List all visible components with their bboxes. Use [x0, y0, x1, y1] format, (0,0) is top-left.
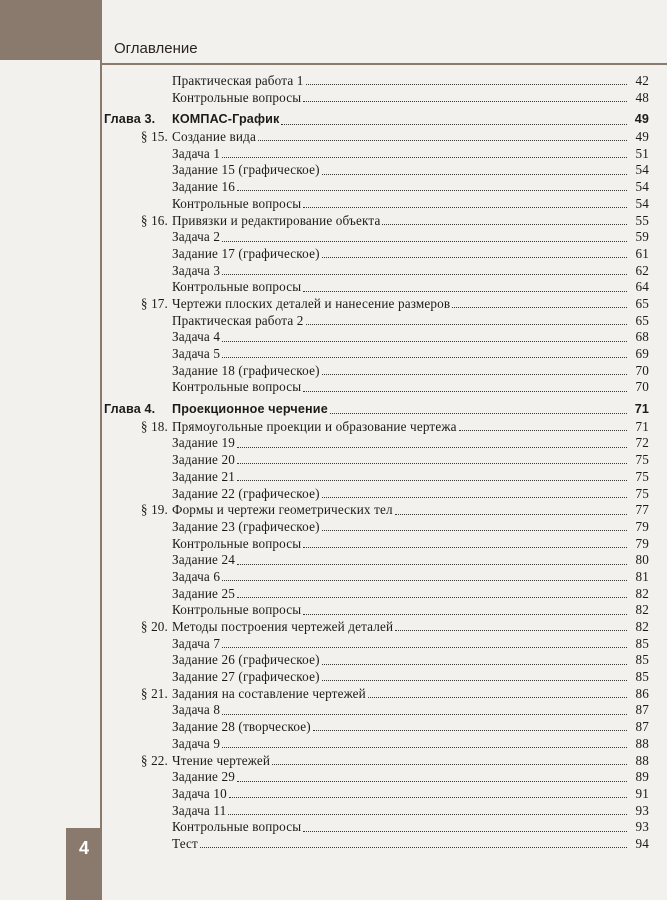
dot-leader [222, 232, 627, 242]
page-ref: 85 [635, 652, 649, 668]
toc-item[interactable] [104, 329, 649, 346]
toc-item[interactable] [104, 279, 649, 296]
toc-item[interactable] [104, 803, 649, 820]
dot-leader [322, 655, 627, 665]
page-title: Оглавление [114, 40, 198, 57]
toc-section[interactable] [104, 502, 649, 519]
chapter-title: КОМПАС-График [172, 112, 280, 127]
section-number: § 16. [140, 212, 168, 228]
toc-item[interactable] [104, 552, 649, 569]
toc-chapter[interactable] [104, 402, 649, 419]
page-ref: 71 [635, 418, 649, 434]
page-ref: 88 [635, 735, 649, 751]
item-title: Задание 29 [172, 769, 235, 785]
toc-item[interactable] [104, 435, 649, 452]
dot-leader [222, 332, 627, 342]
item-title: Задача 5 [172, 346, 221, 361]
page-ref: 72 [635, 435, 649, 451]
page-ref: 85 [635, 669, 649, 685]
page-ref: 89 [635, 769, 649, 785]
item-title: Задача 11 [172, 802, 227, 818]
section-title: Прямоугольные проекции и образование чертежа [172, 418, 457, 434]
toc-section[interactable] [104, 129, 649, 146]
section-number: § 22. [140, 752, 168, 768]
item-title: Тест [172, 835, 198, 851]
item-title: Задача 4 [172, 329, 221, 345]
toc-item[interactable] [104, 162, 649, 179]
page-ref: 87 [635, 719, 649, 735]
dot-leader [395, 621, 627, 631]
toc-item[interactable] [104, 229, 649, 246]
dot-leader [452, 298, 627, 308]
item-title: Задача 7 [172, 635, 221, 651]
item-title: Задача 6 [172, 568, 221, 584]
toc-item[interactable] [104, 602, 649, 619]
page-ref: 79 [635, 535, 649, 551]
item-title: Задача 10 [172, 785, 227, 801]
page-ref: 49 [634, 112, 649, 127]
page-ref: 64 [635, 279, 649, 295]
dot-leader [222, 265, 627, 275]
item-title: Задание 26 (графическое) [172, 652, 320, 668]
item-title: Задание 17 (графическое) [172, 245, 320, 261]
item-title: Задание 24 [172, 552, 235, 568]
page-ref: 86 [635, 685, 649, 701]
dot-leader [313, 721, 627, 731]
page-ref: 65 [635, 295, 649, 311]
dot-leader [306, 75, 627, 85]
item-title: Задание 16 [172, 179, 235, 195]
page-ref: 62 [635, 262, 649, 278]
page-ref: 54 [635, 195, 649, 211]
dot-leader [200, 838, 627, 848]
section-title: Задания на составление чертежей [172, 685, 366, 701]
dot-leader [395, 505, 627, 515]
dot-leader [237, 454, 627, 464]
page-ref: 59 [635, 229, 649, 245]
page-ref: 69 [635, 346, 649, 361]
section-number: § 20. [140, 619, 168, 634]
page-ref: 93 [635, 819, 649, 835]
item-title: Задание 18 (графическое) [172, 362, 320, 378]
dot-leader [303, 605, 627, 615]
dot-leader [237, 181, 627, 191]
dot-leader [281, 115, 627, 125]
section-number: § 21. [140, 685, 168, 701]
dot-leader [322, 488, 627, 498]
page-ref: 49 [635, 129, 649, 145]
section-title: Методы построения чертежей деталей [172, 619, 394, 634]
toc-chapter[interactable] [104, 112, 649, 129]
page-ref: 77 [635, 502, 649, 518]
toc-item[interactable] [104, 90, 649, 107]
page-ref: 93 [635, 802, 649, 818]
dot-leader [322, 165, 627, 175]
toc-item[interactable] [104, 263, 649, 280]
page-ref: 42 [635, 73, 649, 88]
page-ref: 82 [635, 585, 649, 601]
item-title: Задание 23 (графическое) [172, 518, 320, 534]
dot-leader [322, 671, 627, 681]
section-number: § 17. [140, 295, 168, 311]
section-number: § 18. [140, 418, 168, 434]
dot-leader [330, 404, 627, 414]
dot-leader [322, 248, 627, 258]
toc-section[interactable] [104, 213, 649, 230]
toc-item[interactable] [104, 313, 649, 330]
page-ref: 65 [635, 312, 649, 328]
toc-item[interactable] [104, 536, 649, 553]
page-ref: 51 [635, 145, 649, 161]
toc-section[interactable] [104, 619, 649, 636]
toc-section[interactable] [104, 753, 649, 770]
item-title: Задание 22 (графическое) [172, 485, 320, 501]
toc-item[interactable] [104, 346, 649, 363]
dot-leader [322, 521, 627, 531]
item-title: Контрольные вопросы [172, 535, 302, 551]
left-margin-band [0, 0, 102, 900]
toc-section[interactable] [104, 686, 649, 703]
toc-item[interactable] [104, 486, 649, 503]
dot-leader [222, 738, 627, 748]
dot-leader [237, 772, 627, 782]
toc-item[interactable] [104, 702, 649, 719]
item-title: Задание 27 (графическое) [172, 669, 320, 685]
item-title: Задача 1 [172, 145, 221, 161]
page-ref: 54 [635, 162, 649, 178]
section-title: Создание вида [172, 129, 256, 145]
dot-leader [303, 198, 627, 208]
dot-leader [237, 438, 627, 448]
header-rule [102, 63, 667, 65]
toc-item[interactable] [104, 519, 649, 536]
table-of-contents [104, 73, 649, 853]
chapter-label: Глава 3. [104, 112, 156, 127]
toc-section[interactable] [104, 296, 649, 313]
dot-leader [237, 588, 627, 598]
item-title: Контрольные вопросы [172, 195, 302, 211]
page-ref: 88 [635, 752, 649, 768]
toc-item[interactable] [104, 246, 649, 263]
toc-item[interactable] [104, 769, 649, 786]
section-number: § 15. [140, 129, 168, 145]
dot-leader [272, 755, 627, 765]
dot-leader [237, 555, 627, 565]
page-ref: 71 [634, 402, 649, 417]
item-title: Практическая работа 2 [172, 312, 304, 328]
page-ref: 70 [635, 362, 649, 378]
toc-item[interactable] [104, 669, 649, 686]
toc-item[interactable] [104, 379, 649, 396]
item-title: Задание 21 [172, 468, 235, 484]
page-ref: 91 [635, 785, 649, 801]
page-ref: 80 [635, 552, 649, 568]
toc-item[interactable] [104, 636, 649, 653]
page-ref: 55 [635, 212, 649, 228]
chapter-label: Глава 4. [104, 402, 156, 417]
toc-item[interactable] [104, 586, 649, 603]
section-title: Чтение чертежей [172, 752, 271, 768]
toc-item[interactable] [104, 819, 649, 836]
toc-item[interactable] [104, 73, 649, 90]
dot-leader [303, 538, 627, 548]
page-ref: 68 [635, 329, 649, 345]
page-ref: 75 [635, 485, 649, 501]
chapter-title: Проекционное черчение [172, 402, 328, 417]
page-number: 4 [78, 837, 89, 858]
dot-leader [303, 282, 627, 292]
dot-leader [303, 92, 627, 102]
page-ref: 70 [635, 379, 649, 395]
item-title: Практическая работа 1 [172, 73, 304, 88]
dot-leader [382, 215, 627, 225]
toc-item[interactable] [104, 786, 649, 803]
corner-tab [0, 0, 102, 60]
dot-leader [368, 688, 627, 698]
item-title: Задача 2 [172, 229, 221, 245]
dot-leader [322, 365, 627, 375]
toc-item[interactable] [104, 469, 649, 486]
dot-leader [237, 471, 627, 481]
page-ref: 94 [635, 835, 649, 851]
page-ref: 75 [635, 452, 649, 468]
left-rule [100, 60, 102, 828]
section-title: Чертежи плоских деталей и нанесение размеров [172, 295, 451, 311]
page-ref: 61 [635, 245, 649, 261]
item-title: Задача 3 [172, 262, 221, 278]
page-ref: 75 [635, 468, 649, 484]
item-title: Задание 28 (творческое) [172, 719, 311, 735]
page-ref: 82 [635, 619, 649, 634]
item-title: Задание 20 [172, 452, 235, 468]
section-number: § 19. [140, 502, 168, 518]
toc-item[interactable] [104, 569, 649, 586]
dot-leader [258, 131, 627, 141]
page-ref: 81 [635, 568, 649, 584]
toc-item[interactable] [104, 719, 649, 736]
item-title: Контрольные вопросы [172, 819, 302, 835]
item-title: Контрольные вопросы [172, 602, 302, 618]
item-title: Задача 8 [172, 702, 221, 718]
item-title: Контрольные вопросы [172, 279, 302, 295]
dot-leader [303, 822, 627, 832]
item-title: Задание 15 (графическое) [172, 162, 320, 178]
page-ref: 54 [635, 179, 649, 195]
dot-leader [303, 382, 627, 392]
page-ref: 85 [635, 635, 649, 651]
dot-leader [222, 571, 627, 581]
item-title: Контрольные вопросы [172, 379, 302, 395]
toc-item[interactable] [104, 652, 649, 669]
dot-leader [222, 638, 627, 648]
toc-section[interactable] [104, 419, 649, 436]
page-ref: 48 [635, 89, 649, 105]
dot-leader [228, 805, 627, 815]
toc-item[interactable] [104, 146, 649, 163]
toc-item[interactable] [104, 452, 649, 469]
dot-leader [229, 788, 627, 798]
dot-leader [222, 348, 627, 358]
toc-item[interactable] [104, 736, 649, 753]
dot-leader [222, 148, 627, 158]
toc-item[interactable] [104, 836, 649, 853]
dot-leader [459, 421, 627, 431]
dot-leader [306, 315, 627, 325]
toc-item[interactable] [104, 363, 649, 380]
item-title: Задание 19 [172, 435, 235, 451]
bottom-band [66, 868, 102, 900]
dot-leader [222, 705, 627, 715]
toc-item[interactable] [104, 179, 649, 196]
section-title: Формы и чертежи геометрических тел [172, 502, 393, 518]
page-ref: 82 [635, 602, 649, 618]
item-title: Задача 9 [172, 735, 221, 751]
section-title: Привязки и редактирование объекта [172, 212, 381, 228]
page-ref: 87 [635, 702, 649, 718]
toc-item[interactable] [104, 196, 649, 213]
item-title: Контрольные вопросы [172, 89, 302, 105]
page-ref: 79 [635, 518, 649, 534]
item-title: Задание 25 [172, 585, 235, 601]
